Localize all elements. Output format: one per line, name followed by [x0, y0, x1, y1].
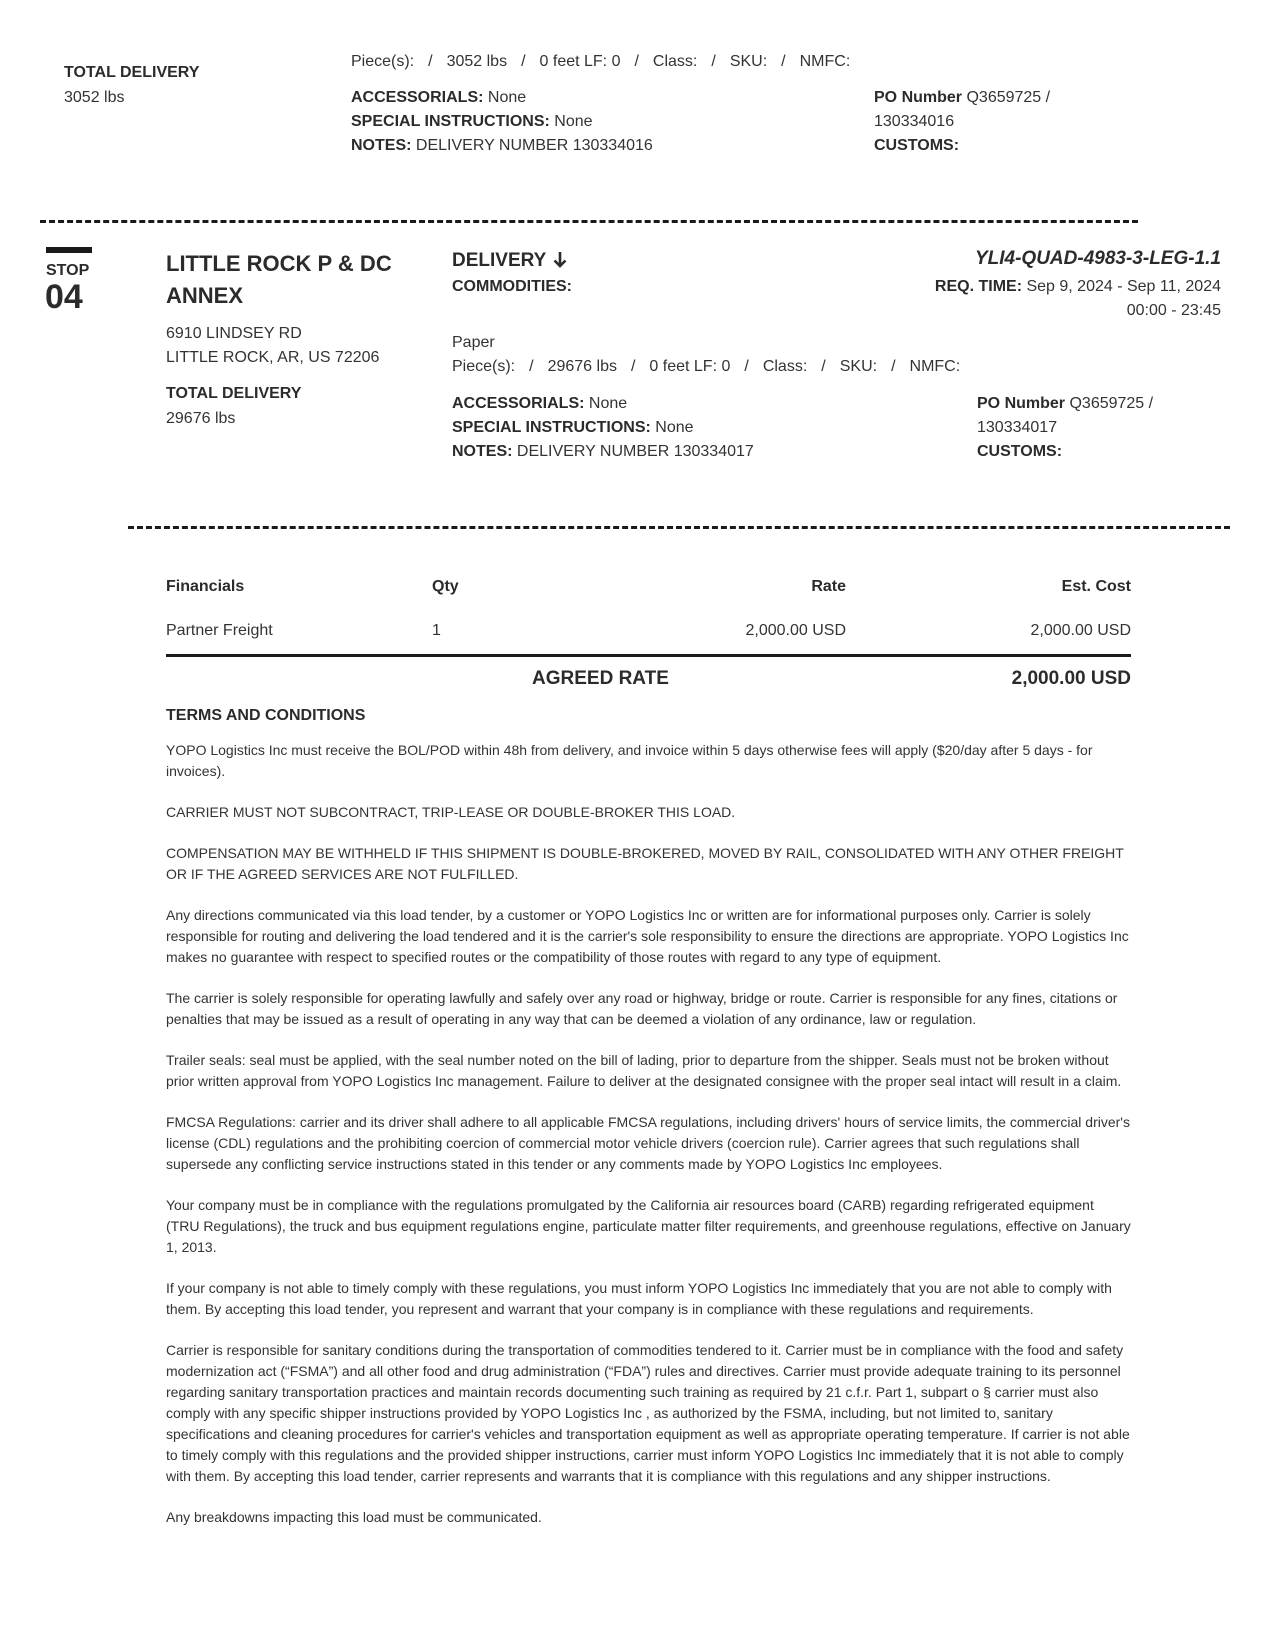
- pieces-label: Piece(s):: [351, 53, 415, 70]
- terms-paragraph: FMCSA Regulations: carrier and its driver shall adhere to all applicable FMCSA regulations, including drivers' hours of service limits, the commercial driver's license (CDL) regulations and the prohibiting coercion of commercial motor vehicle drivers (coercion rule). Carrier agrees that such regulations shall supersede any conflicting service instructions stated in this tender or any comments made by YOPO Logistics Inc employees.: [166, 1114, 1130, 1172]
- req-time: [935, 275, 1221, 299]
- pieces-weight: 3052 lbs: [446, 53, 508, 70]
- special-instructions: [452, 416, 694, 440]
- po-value-1: Q3659725 /: [1069, 395, 1154, 412]
- terms-paragraph: YOPO Logistics Inc must receive the BOL/POD within 48h from delivery, and invoice within 5 days otherwise fees will apply ($20/day after 5 days - for invoices).: [166, 742, 1093, 779]
- terms-paragraph: COMPENSATION MAY BE WITHHELD IF THIS SHIPMENT IS DOUBLE-BROKERED, MOVED BY RAIL, CONSOLIDATED WITH ANY OTHER FREIGHT OR IF THE AGREED SERVICES ARE NOT FULFILLED.: [166, 845, 1124, 882]
- po-value-2: 130334017: [977, 419, 1058, 436]
- prev-po-value-2: 130334016: [874, 113, 955, 130]
- financials-header-cost: Est. Cost: [1061, 578, 1131, 595]
- financials-header: [166, 578, 1131, 602]
- customs-label: CUSTOMS:: [977, 443, 1063, 460]
- accessorials-value: None: [487, 89, 527, 106]
- terms-title: TERMS AND CONDITIONS: [166, 707, 366, 724]
- notes-value: DELIVERY NUMBER 130334016: [415, 137, 653, 154]
- commodity-name: Paper: [452, 334, 495, 351]
- terms-paragraph: CARRIER MUST NOT SUBCONTRACT, TRIP-LEASE OR DOUBLE-BROKER THIS LOAD.: [166, 804, 736, 820]
- dashed-divider: [40, 220, 1138, 223]
- req-time-value: Sep 9, 2024 - Sep 11, 2024: [1026, 278, 1221, 295]
- req-time-label: REQ. TIME:: [934, 278, 1023, 295]
- prev-total-delivery-label: TOTAL DELIVERY: [64, 64, 200, 81]
- stop-marker-bar: [46, 247, 92, 253]
- special-label: SPECIAL INSTRUCTIONS:: [351, 113, 550, 130]
- financials-item: Partner Freight: [166, 622, 273, 639]
- accessorials-value: None: [588, 395, 628, 412]
- delivery-type: [452, 248, 567, 274]
- terms-paragraph: The carrier is solely responsible for operating lawfully and safely over any road or highway, bridge or route. Carrier is responsible for any fines, citations or penalties that may be issued as a result of operating in any way that can be deemed a violation of any ordinance, law or regulation.: [166, 990, 1118, 1027]
- financials-header-item: Financials: [166, 578, 245, 595]
- special-value: None: [655, 419, 694, 436]
- prev-special-instructions: [351, 110, 593, 134]
- pieces-label: Piece(s):: [452, 358, 516, 375]
- delivery-type-label: DELIVERY: [452, 250, 546, 271]
- agreed-rate-label: AGREED RATE: [532, 668, 669, 689]
- pieces-nmfc: NMFC:: [909, 358, 961, 375]
- pieces-line: Piece(s): / 29676 lbs / 0 feet LF: 0 / Class: / SKU: / NMFC:: [452, 358, 961, 375]
- stop-number: 04: [45, 278, 83, 316]
- terms-paragraph: Carrier is responsible for sanitary conditions during the transportation of commodities tendered to it. Carrier must be in compliance with the food and safety modernization act (“FSMA”) and all other food and drug administration (“FDA”) rules and directives. Carrier must provide adequate training to its personnel regarding sanitary transportation practices and maintain records documenting such training as required by 21 c.f.r. Part 1, subpart o § carrier must also comply with any specific shipper instructions provided by YOPO Logistics Inc , as authorized by the FSMA, including, but not limited to, sanitary specifications and cleaning procedures for carrier's vehicles and transportation equipment as well as appropriate operating temperature. If carrier is not able to timely comply with this regulations and the provided shipper instructions, carrier must inform YOPO Logistics Inc immediately that it is not able to comply with them. By accepting this load tender, carrier represents and warrants that it is compliance with this regulations and any shipper instructions.: [166, 1342, 1130, 1484]
- po-label: PO Number: [977, 395, 1066, 412]
- pieces-sku: SKU:: [839, 358, 878, 375]
- terms-paragraph: Any directions communicated via this load tender, by a customer or YOPO Logistics Inc or written are for informational purposes only. Carrier is solely responsible for routing and delivering the load tendered and it is the carrier's sole responsibility to ensure the directions are appropriate. YOPO Logistics Inc makes no guarantee with respect to specified routes or the compatibility of those routes with regard to any type of equipment.: [166, 907, 1129, 965]
- prev-po-number: [874, 86, 1050, 110]
- notes-label: NOTES:: [351, 137, 412, 154]
- po-number: [977, 392, 1153, 416]
- notes-label: NOTES:: [452, 443, 513, 460]
- terms-paragraph: Trailer seals: seal must be applied, with the seal number noted on the bill of lading, prior to departure from the shipper. Seals must not be broken without prior written approval from YOPO Logistics Inc management. Failure to deliver at the designated consignee with the proper seal intact will result in a claim.: [166, 1052, 1122, 1089]
- req-time-hours: 00:00 - 23:45: [1126, 302, 1221, 319]
- dashed-divider: [128, 526, 1230, 529]
- prev-pieces-line: Piece(s): / 3052 lbs / 0 feet LF: 0 / Class: / SKU: / NMFC:: [351, 53, 851, 70]
- pieces-feet: 0 feet LF: 0: [649, 358, 731, 375]
- po-value-1: Q3659725 /: [966, 89, 1051, 106]
- address-line2: LITTLE ROCK, AR, US 72206: [166, 349, 380, 366]
- pieces-nmfc: NMFC:: [799, 53, 851, 70]
- po-label: PO Number: [874, 89, 963, 106]
- notes: [452, 440, 754, 464]
- stop-name-line1: LITTLE ROCK P & DC: [166, 251, 392, 276]
- special-value: None: [554, 113, 593, 130]
- prev-customs-label: CUSTOMS:: [874, 137, 960, 154]
- pieces-class: Class:: [652, 53, 698, 70]
- pieces-sku: SKU:: [729, 53, 768, 70]
- leg-id: YLI4-QUAD-4983-3-LEG-1.1: [974, 248, 1221, 269]
- total-delivery-value: 29676 lbs: [166, 410, 236, 427]
- prev-notes: [351, 134, 653, 158]
- accessorials-label: ACCESSORIALS:: [452, 395, 585, 412]
- stop-label: STOP: [46, 262, 90, 279]
- terms-paragraph: Any breakdowns impacting this load must be communicated.: [166, 1509, 542, 1525]
- financials-qty: 1: [432, 622, 441, 639]
- pieces-feet: 0 feet LF: 0: [539, 53, 621, 70]
- prev-total-delivery-value: 3052 lbs: [64, 89, 125, 106]
- financials-divider: [166, 654, 1131, 657]
- accessorials-label: ACCESSORIALS:: [351, 89, 484, 106]
- stop-name-line2: ANNEX: [166, 283, 244, 308]
- terms-paragraph: If your company is not able to timely comply with these regulations, you must inform YOPO Logistics Inc immediately that you are not able to comply with them. By accepting this load tender, you represent and warrant that your company is in compliance with these regulations and requirements.: [166, 1280, 1112, 1317]
- prev-accessorials: [351, 86, 526, 110]
- table-row: [166, 622, 1131, 646]
- financials-cost: 2,000.00 USD: [1030, 622, 1131, 639]
- agreed-rate-value: 2,000.00 USD: [1011, 668, 1131, 689]
- commodities-label: COMMODITIES:: [452, 278, 572, 295]
- financials-rate: 2,000.00 USD: [745, 622, 846, 639]
- terms-body: [166, 740, 1131, 1548]
- pieces-class: Class:: [762, 358, 808, 375]
- stop-name: [166, 248, 392, 312]
- address-line1: 6910 LINDSEY RD: [166, 325, 302, 342]
- arrow-down-icon: [553, 251, 567, 268]
- accessorials: [452, 392, 627, 416]
- special-label: SPECIAL INSTRUCTIONS:: [452, 419, 651, 436]
- pieces-weight: 29676 lbs: [547, 358, 617, 375]
- notes-value: DELIVERY NUMBER 130334017: [516, 443, 754, 460]
- total-delivery-label: TOTAL DELIVERY: [166, 385, 302, 402]
- terms-paragraph: Your company must be in compliance with the regulations promulgated by the California air resources board (CARB) regarding refrigerated equipment (TRU Regulations), the truck and bus equipment regulations engine, particulate matter filter requirements, and greenhouse regulations, effective on January 1, 2013.: [166, 1197, 1131, 1255]
- financials-header-qty: Qty: [432, 578, 459, 595]
- financials-header-rate: Rate: [811, 578, 846, 595]
- stop-address: [166, 322, 379, 370]
